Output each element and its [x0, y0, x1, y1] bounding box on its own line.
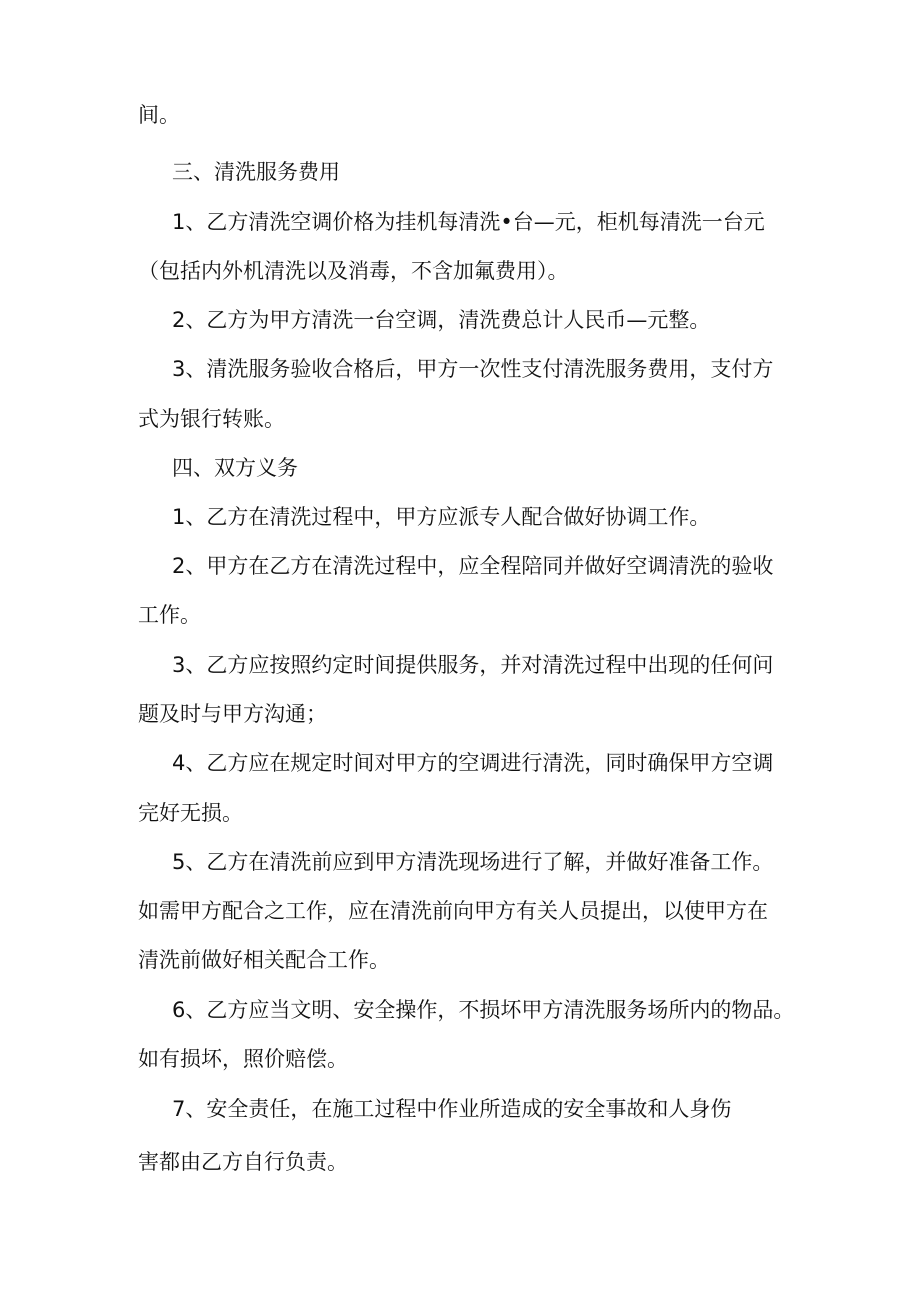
- text-line: 间。: [138, 103, 180, 127]
- text-line: 6、乙方应当文明、安全操作，不损坏甲方清洗服务场所内的物品。: [172, 998, 795, 1022]
- text-line: 题及时与甲方沟通；: [138, 702, 327, 726]
- text-line: 如有损坏，照价赔偿。: [138, 1047, 348, 1071]
- text-line: 4、乙方应在规定时间对甲方的空调进行清洗，同时确保甲方空调: [172, 751, 774, 775]
- text-line: 5、乙方在清洗前应到甲方清洗现场进行了解，并做好准备工作。: [172, 850, 774, 874]
- text-line: （包括内外机清洗以及消毒，不含加氟费用）。: [138, 259, 569, 283]
- text-line: 2、甲方在乙方在清洗过程中，应全程陪同并做好空调清洗的验收: [172, 554, 774, 578]
- text-line: 3、清洗服务验收合格后，甲方一次性支付清洗服务费用，支付方: [172, 357, 774, 381]
- text-line: 3、乙方应按照约定时间提供服务，并对清洗过程中出现的任何问: [172, 653, 774, 677]
- text-line: 完好无损。: [138, 801, 243, 825]
- text-line: 2、乙方为甲方清洗一台空调，清洗费总计人民币—元整。: [172, 308, 711, 332]
- text-line: 1、乙方清洗空调价格为挂机每清洗•台—元，柜机每清洗一台元: [172, 210, 765, 234]
- text-line: 清洗前做好相关配合工作。: [138, 948, 390, 972]
- text-line: 如需甲方配合之工作，应在清洗前向甲方有关人员提出，以使甲方在: [138, 899, 768, 923]
- text-line: 式为银行转账。: [138, 407, 285, 431]
- text-line: 害都由乙方自行负责。: [138, 1150, 348, 1174]
- text-line: 7、安全责任，在施工过程中作业所造成的安全事故和人身伤: [172, 1097, 732, 1121]
- section-heading: 四、双方义务: [172, 456, 298, 480]
- text-line: 1、乙方在清洗过程中，甲方应派专人配合做好协调工作。: [172, 505, 711, 529]
- text-line: 工作。: [138, 603, 201, 627]
- section-heading: 三、清洗服务费用: [172, 160, 340, 184]
